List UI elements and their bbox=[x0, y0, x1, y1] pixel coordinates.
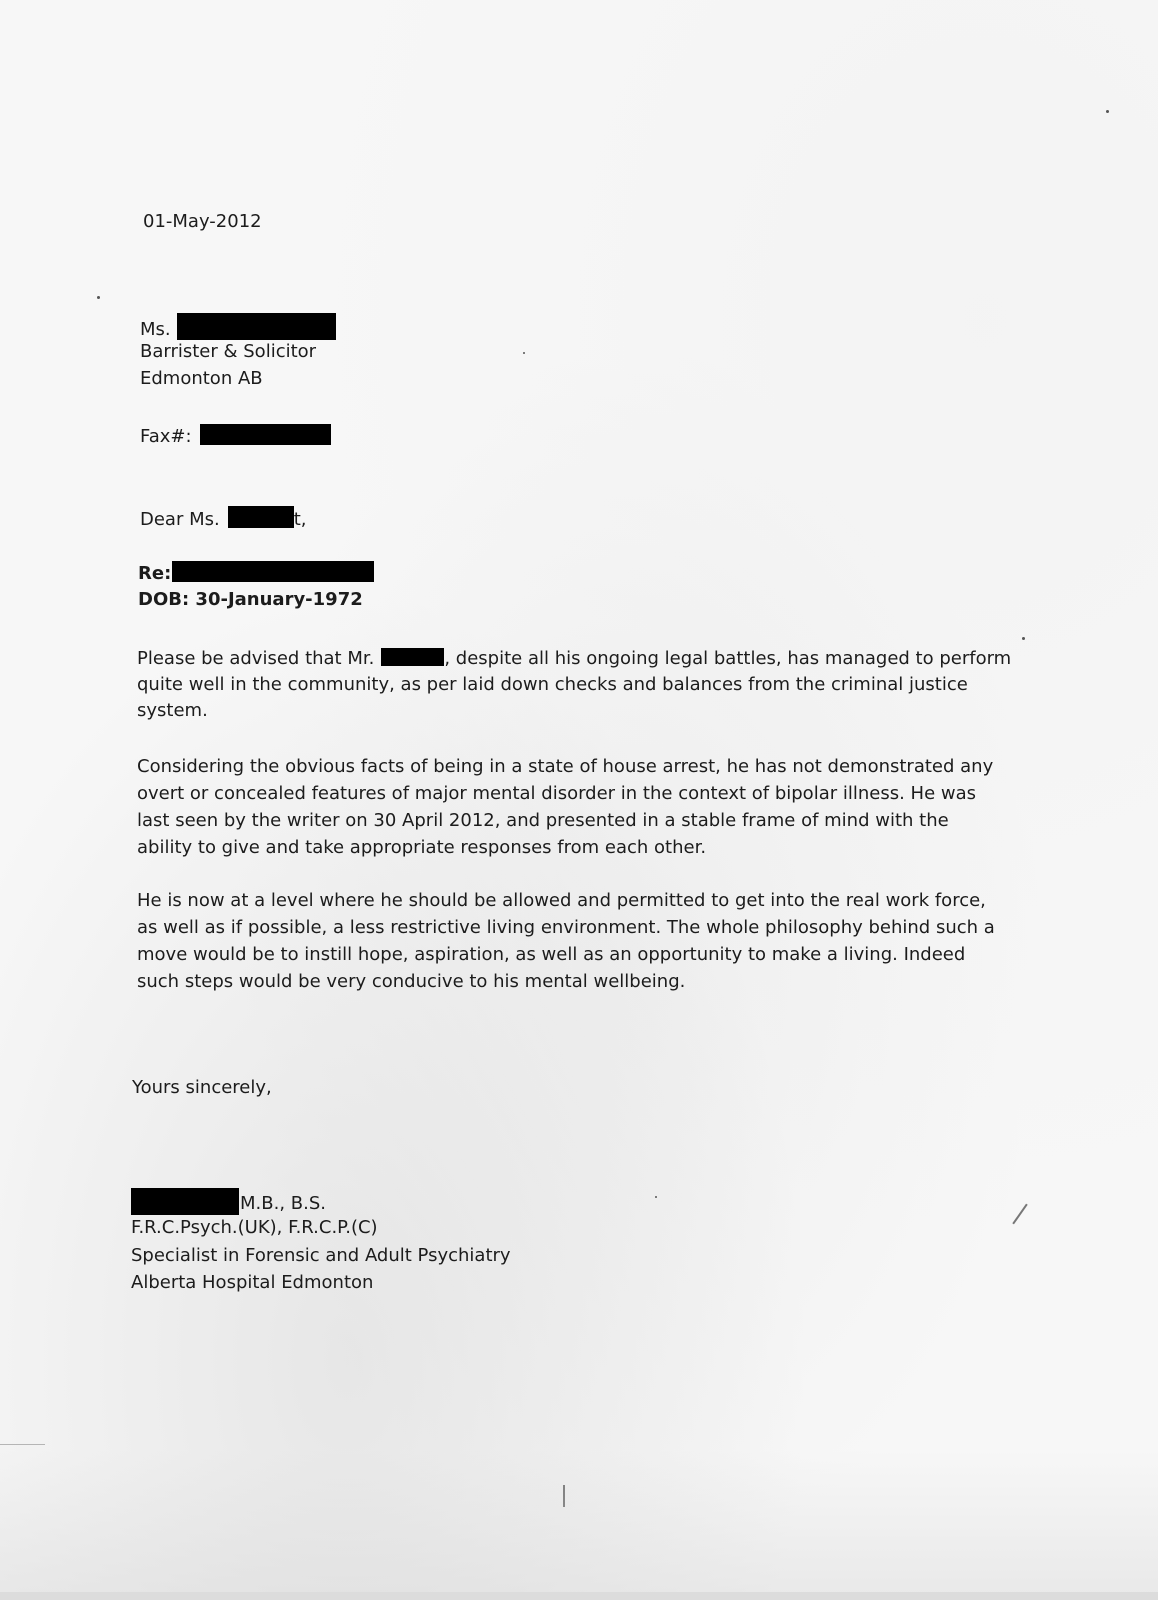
signature-fellowships: F.R.C.Psych.(UK), F.R.C.P.(C) bbox=[131, 1217, 378, 1238]
letter-date: 01-May-2012 bbox=[143, 211, 262, 232]
paragraph-2 bbox=[137, 756, 1037, 859]
fax-line bbox=[140, 424, 331, 448]
paragraph-2-line-2: overt or concealed features of major mental disorder in the context of bipolar illness. He was bbox=[137, 783, 976, 804]
redacted-subject-name-inline bbox=[381, 648, 444, 666]
paragraph-1 bbox=[137, 648, 1037, 722]
paragraph-2-line-3: last seen by the writer on 30 April 2012, and presented in a stable frame of mind with the bbox=[137, 810, 949, 831]
redacted-signatory-name bbox=[131, 1188, 239, 1215]
paragraph-1-line-3: system. bbox=[137, 700, 208, 721]
paragraph-3-line-1: He is now at a level where he should be allowed and permitted to get into the real work force, bbox=[137, 890, 986, 911]
paragraph-1-line-1 bbox=[137, 648, 1037, 670]
paragraph-2-line-4: ability to give and take appropriate responses from each other. bbox=[137, 837, 707, 858]
scan-edge bbox=[0, 1592, 1158, 1600]
scan-speck bbox=[655, 1196, 657, 1198]
redacted-subject-name bbox=[172, 561, 374, 582]
recipient-city: Edmonton AB bbox=[140, 368, 263, 389]
greeting-suffix: t, bbox=[293, 509, 307, 530]
paragraph-2-line-1: Considering the obvious facts of being in a state of house arrest, he has not demonstrated any bbox=[137, 756, 994, 777]
paragraph-1-text-a: Please be advised that Mr. bbox=[137, 648, 375, 669]
recipient-name-line bbox=[140, 313, 336, 341]
redacted-recipient-name bbox=[177, 313, 336, 340]
redacted-greeting-name bbox=[228, 506, 294, 528]
re-line bbox=[138, 561, 374, 585]
paragraph-3-line-4: such steps would be very conducive to his mental wellbeing. bbox=[137, 971, 686, 992]
closing: Yours sincerely, bbox=[132, 1077, 272, 1098]
recipient-prefix: Ms. bbox=[140, 319, 171, 340]
redacted-fax-number bbox=[200, 424, 331, 445]
paragraph-1-line-2: quite well in the community, as per laid down checks and balances from the criminal justice bbox=[137, 674, 968, 695]
fax-label: Fax#: bbox=[140, 426, 192, 447]
signature-institution: Alberta Hospital Edmonton bbox=[131, 1272, 374, 1293]
scan-speck bbox=[1022, 637, 1025, 640]
signature-name-line bbox=[131, 1188, 326, 1215]
signature-degrees: M.B., B.S. bbox=[240, 1193, 326, 1214]
re-label: Re: bbox=[138, 563, 172, 584]
paragraph-3-line-2: as well as if possible, a less restrictive living environment. The whole philosophy behind such a bbox=[137, 917, 995, 938]
recipient-title: Barrister & Solicitor bbox=[140, 341, 317, 362]
greeting-line bbox=[140, 506, 307, 531]
scan-mark bbox=[0, 1444, 45, 1445]
paragraph-3-line-3: move would be to instill hope, aspiration, as well as an opportunity to make a living. Indeed bbox=[137, 944, 966, 965]
scan-speck bbox=[97, 296, 100, 299]
scan-speck bbox=[1106, 110, 1109, 113]
signature-specialty: Specialist in Forensic and Adult Psychiatry bbox=[131, 1245, 511, 1266]
scan-mark bbox=[1012, 1204, 1027, 1225]
scan-speck bbox=[523, 352, 525, 354]
paragraph-3 bbox=[137, 890, 1037, 993]
dob-line: DOB: 30-January-1972 bbox=[138, 589, 363, 610]
paragraph-1-text-b: , despite all his ongoing legal battles, has managed to perform bbox=[444, 648, 1012, 669]
scan-shadow bbox=[0, 1450, 1158, 1600]
greeting-prefix: Dear Ms. bbox=[140, 509, 220, 530]
